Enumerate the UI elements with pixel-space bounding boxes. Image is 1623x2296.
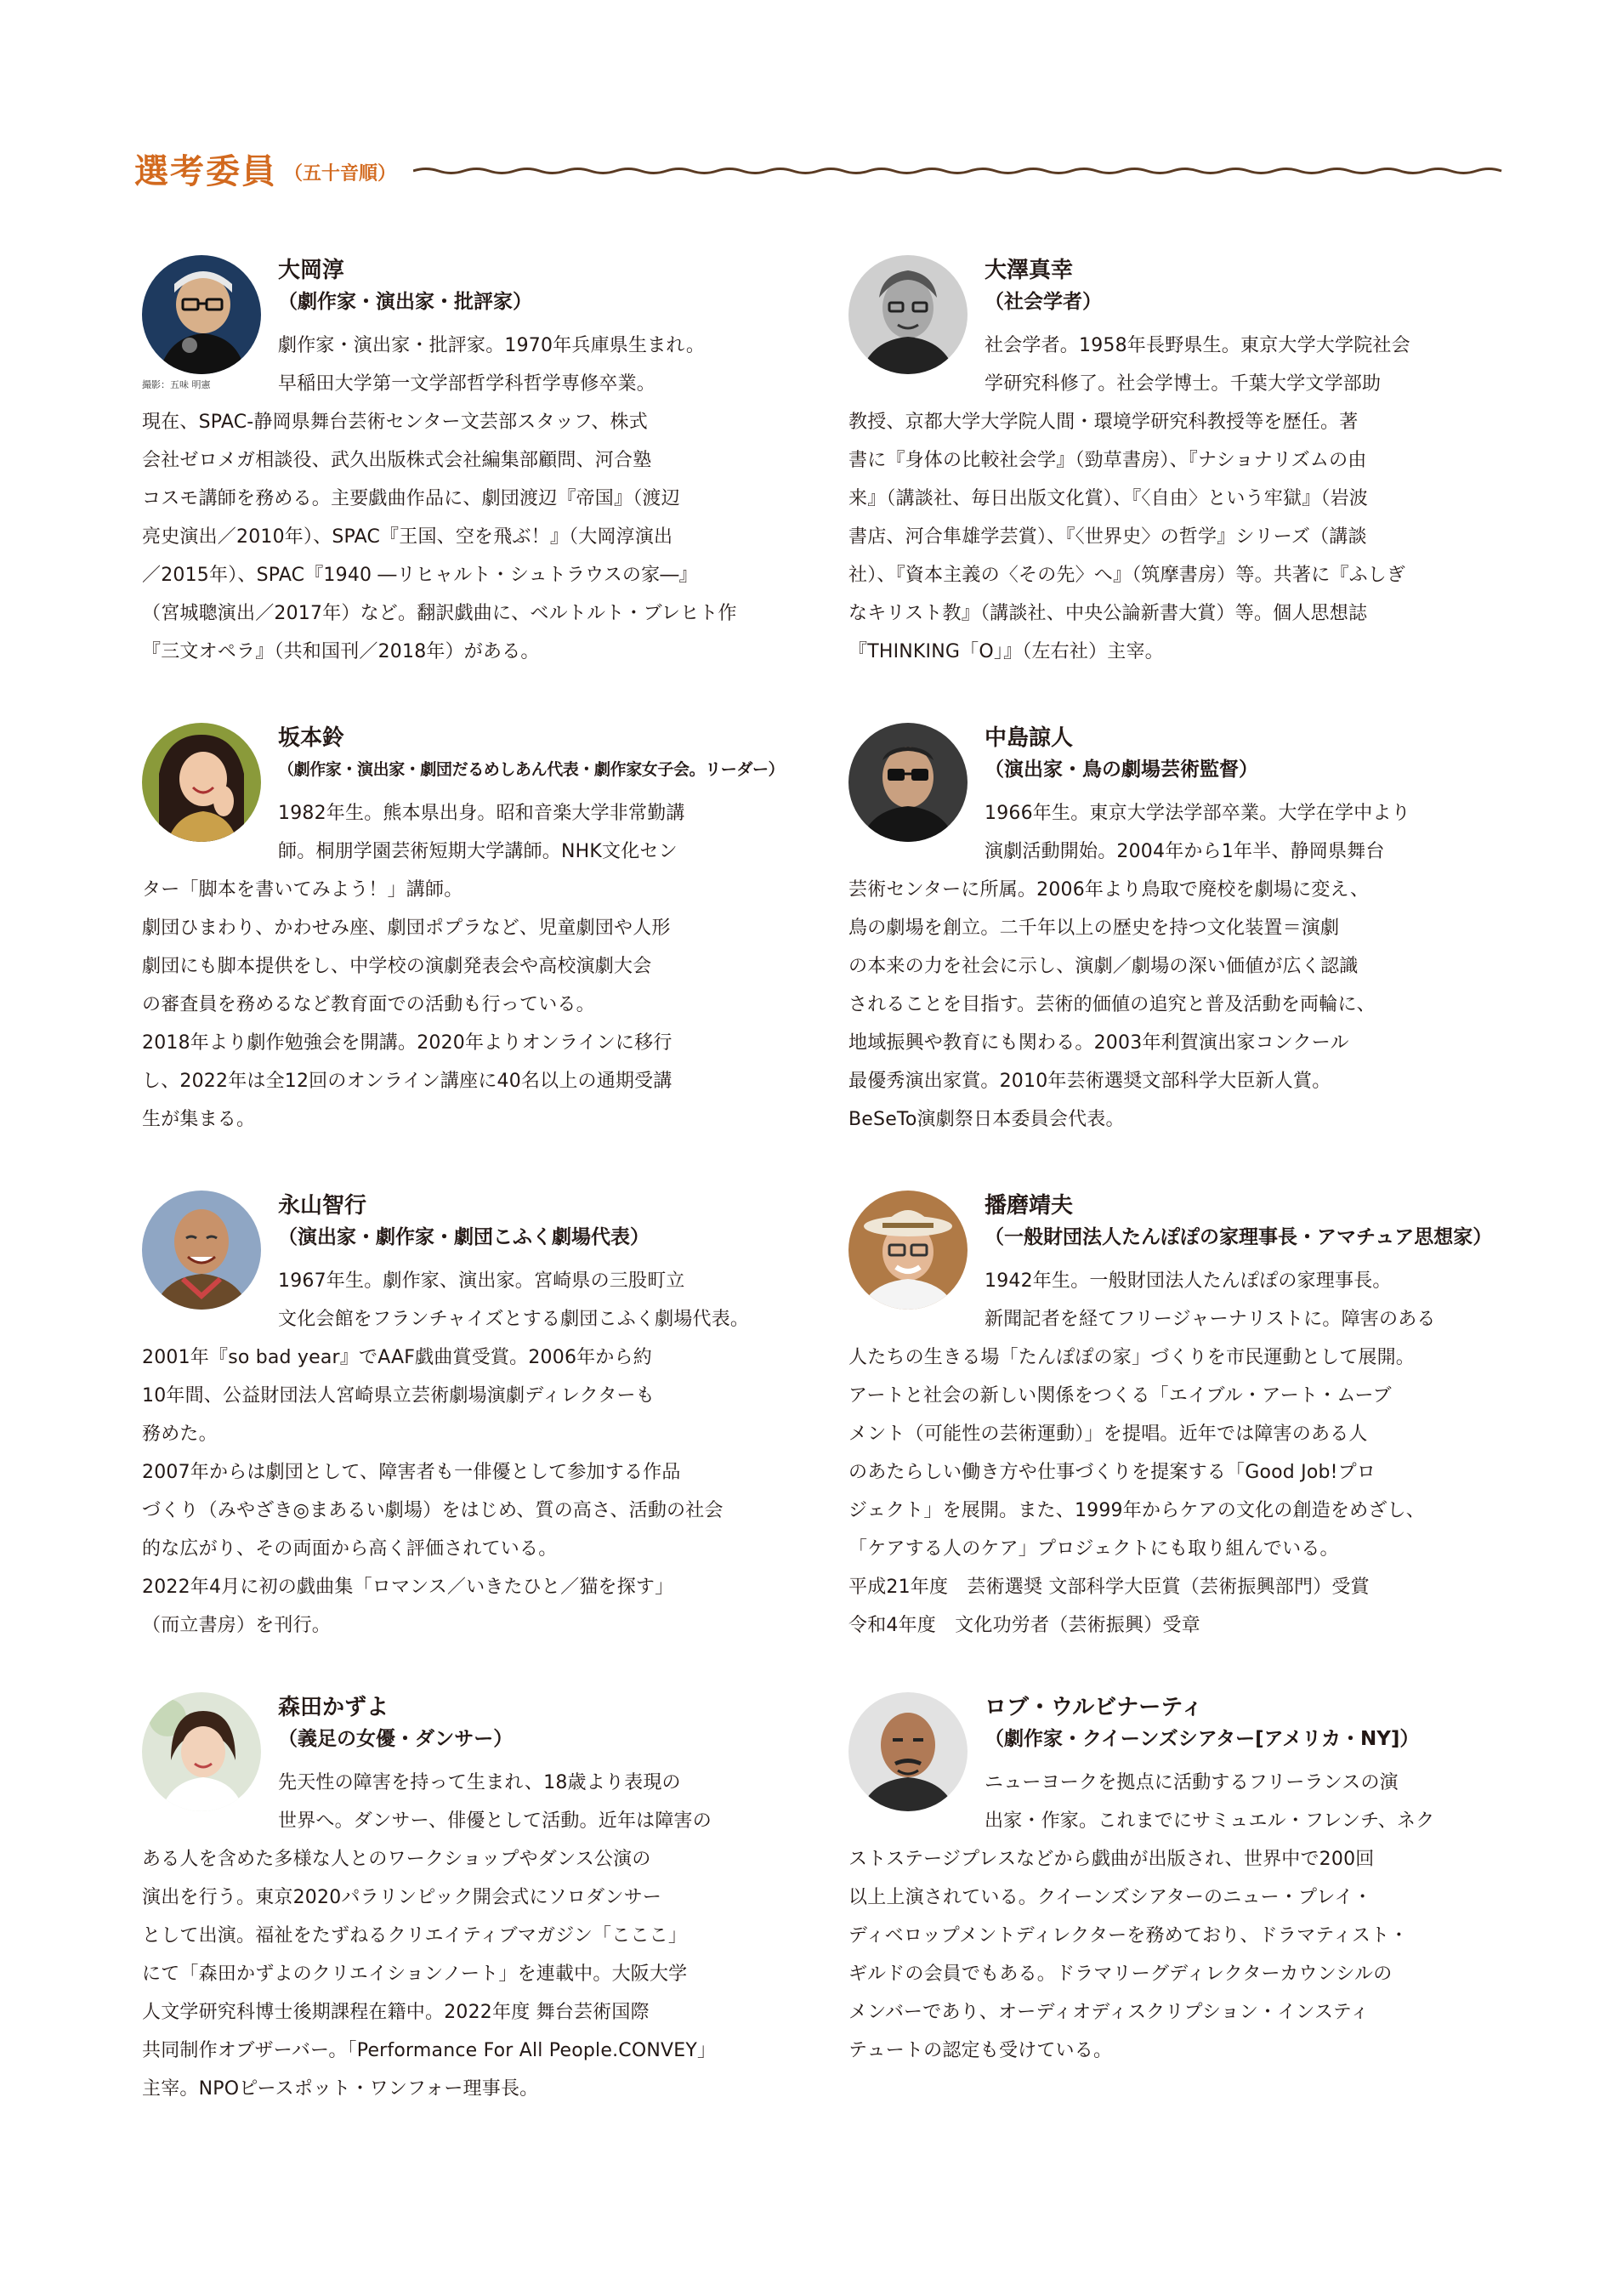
bio-line: 1942年生。一般財団法人たんぽぽの家理事長。: [985, 1270, 1392, 1292]
bio-line: 芸術センターに所属。2006年より鳥取で廃校を劇場に変え、: [848, 879, 1370, 901]
bio-line: にて「森田かずよのクリエイションノート」を連載中。大阪大学: [142, 1964, 688, 1985]
bio-line: 以上上演されている。クイーンズシアターのニュー・プレイ・: [848, 1887, 1372, 1908]
bio-line: 「ケアする人のケア」プロジェクトにも取り組んでいる。: [848, 1538, 1339, 1560]
bio-line: 2022年4月に初の戯曲集「ロマンス／いきたひと／猫を探す」: [142, 1577, 674, 1598]
member-bio: [848, 794, 1478, 1139]
bio-line: アートと社会の新しい関係をつくる「エイブル・アート・ムーブ: [848, 1385, 1392, 1407]
bio-line: のあたらしい働き方や仕事づくりを提案する「Good Job!プロ: [848, 1462, 1376, 1483]
bio-line: 2001年『so bad year』でAAF戯曲賞受賞。2006年から約: [142, 1347, 652, 1368]
bio-line: 現在、SPAC-静岡県舞台芸術センター文芸部スタッフ、株式: [142, 412, 648, 433]
bio-line: テュートの認定も受けている。: [848, 2040, 1113, 2061]
bio-line: 書店、河合隼雄学芸賞）、『〈世界史〉の哲学』シリーズ（講談: [848, 526, 1367, 548]
member-card-morita: [142, 1692, 771, 2134]
bio-line: 最優秀演出家賞。2010年芸術選奨文部科学大臣新人賞。: [848, 1071, 1331, 1092]
bio-line: 演出を行う。東京2020パラリンピック開会式にソロダンサー: [142, 1887, 662, 1908]
bio-line: ター「脚本を書いてみよう！」講師。: [142, 879, 463, 901]
member-bio: [142, 1262, 771, 1645]
bio-line: なキリスト教』（講談社、中央公論新書大賞）等。個人思想誌: [848, 603, 1368, 624]
bio-line: ジェクト」を展開。また、1999年からケアの文化の創造をめざし、: [848, 1500, 1425, 1521]
member-name: 坂本鈴: [278, 725, 345, 751]
member-name: 大岡淳: [278, 258, 345, 283]
bio-line: の審査員を務めるなど教育面での活動も行っている。: [142, 994, 595, 1015]
bio-line: 書に『身体の比較社会学』（勁草書房）、『ナショナリズムの由: [848, 450, 1367, 471]
bio-line: 劇団にも脚本提供をし、中学校の演劇発表会や高校演劇大会: [142, 956, 652, 977]
bio-line: 劇団ひまわり、かわせみ座、劇団ポプラなど、児童劇団や人形: [142, 918, 671, 939]
member-card-ooka: [142, 255, 771, 680]
bio-line: ／2015年）、SPAC『1940 ―リヒャルト・シュトラウスの家―』: [142, 565, 698, 586]
member-bio: [142, 327, 771, 671]
bio-line: BeSeTo演劇祭日本委員会代表。: [848, 1109, 1125, 1130]
bio-line: 共同制作オブザーバー。「Performance For All People.CONVEY」: [142, 2040, 717, 2061]
bio-line: ストステージプレスなどから戯曲が出版され、世界中で200回: [848, 1849, 1375, 1870]
bio-line: 『三文オペラ』（共和国刊／2018年）がある。: [142, 641, 540, 662]
member-name: 森田かずよ: [278, 1695, 389, 1720]
bio-line: 的な広がり、その両面から高く評価されている。: [142, 1538, 558, 1560]
bio-line: （宮城聰演出／2017年）など。翻訳戯曲に、ベルトルト・ブレヒト作: [142, 603, 737, 624]
bio-line: メント（可能性の芸術運動）」を提唱。近年では障害のある人: [848, 1424, 1368, 1445]
member-name: ロブ・ウルビナーティ: [985, 1695, 1204, 1720]
bio-line: し、2022年は全12回のオンライン講座に40名以上の通期受講: [142, 1071, 672, 1092]
bio-line: 世界へ。ダンサー、俳優として活動。近年は障害の: [278, 1810, 712, 1832]
bio-line: の本来の力を社会に示し、演劇／劇場の深い価値が広く認識: [848, 956, 1359, 977]
bio-line: 早稲田大学第一文学部哲学科哲学専修卒業。: [278, 373, 656, 395]
member-role: （義足の女優・ダンサー）: [278, 1728, 514, 1750]
bio-line: 亮史演出／2010年）、SPAC『王国、空を飛ぶ！』（大岡淳演出: [142, 526, 673, 548]
member-card-sakamoto: [142, 723, 785, 1148]
member-bio: [848, 1262, 1478, 1645]
bio-line: メンバーであり、オーディオディスクリプション・インスティ: [848, 2002, 1370, 2023]
member-bio: [142, 794, 771, 1139]
bio-line: ニューヨークを拠点に活動するフリーランスの演: [985, 1772, 1399, 1793]
bio-line: 生が集まる。: [142, 1109, 256, 1130]
bio-line: 主宰。NPOピースポット・ワンフォー理事長。: [142, 2078, 539, 2100]
bio-line: 人たちの生きる場「たんぽぽの家」づくりを市民運動として展開。: [848, 1347, 1416, 1368]
bio-line: 1967年生。劇作家、演出家。宮崎県の三股町立: [278, 1270, 685, 1292]
bio-line: 来』（講談社、毎日出版文化賞）、『〈自由〉という牢獄』（岩波: [848, 488, 1369, 509]
bio-line: 演劇活動開始。2004年から1年半、静岡県舞台: [985, 841, 1385, 862]
member-role: （演出家・鳥の劇場芸術監督）: [985, 759, 1258, 781]
member-bio: [848, 1764, 1478, 2070]
bio-line: 10年間、公益財団法人宮崎県立芸術劇場演劇ディレクターも: [142, 1385, 655, 1407]
member-card-urbinati: [848, 1692, 1478, 2134]
bio-line: 1982年生。熊本県出身。昭和音楽大学非常勤講: [278, 803, 685, 824]
member-card-nagayama: [142, 1191, 771, 1667]
bio-line: ある人を含めた多様な人とのワークショップやダンス公演の: [142, 1849, 651, 1870]
bio-line: として出演。福祉をたずねるクリエイティブマガジン「こここ」: [142, 1925, 688, 1946]
member-card-nakashima: [848, 723, 1478, 1148]
member-role: （社会学者）: [985, 291, 1102, 313]
bio-line: 社会学者。1958年長野県生。東京大学大学院社会: [985, 335, 1410, 356]
bio-line: 新聞記者を経てフリージャーナリストに。障害のある: [985, 1309, 1436, 1330]
bio-line: 教授、京都大学大学院人間・環境学研究科教授等を歴任。著: [848, 412, 1359, 433]
bio-line: 鳥の劇場を創立。二千年以上の歴史を持つ文化装置＝演劇: [848, 918, 1340, 939]
member-bio: [848, 327, 1478, 671]
bio-line: 1966年生。東京大学法学部卒業。大学在学中より: [985, 803, 1410, 824]
member-role: （劇作家・クイーンズシアター[アメリカ・NY]）: [985, 1728, 1420, 1750]
bio-line: 社）、『資本主義の〈その先〉へ』（筑摩書房）等。共著に『ふしぎ: [848, 565, 1406, 586]
member-name: 播磨靖夫: [985, 1193, 1074, 1219]
member-name: 中島諒人: [985, 725, 1074, 751]
wavy-rule: [413, 166, 1510, 176]
bio-line: づくり（みやざき◎まあるい劇場）をはじめ、質の高さ、活動の社会: [142, 1500, 724, 1521]
bio-line: （而立書房）を刊行。: [142, 1615, 332, 1636]
member-name: 永山智行: [278, 1193, 367, 1219]
member-role: （劇作家・演出家・批評家）: [278, 291, 532, 313]
member-role: （劇作家・演出家・劇団だるめしあん代表・劇作家女子会。リーダー）: [278, 760, 785, 779]
bio-line: 劇作家・演出家・批評家。1970年兵庫県生まれ。: [278, 335, 706, 356]
member-bio: [142, 1764, 771, 2108]
bio-line: 令和4年度 文化功労者（芸術振興）受章: [848, 1615, 1200, 1636]
bio-line: 務めた。: [142, 1424, 218, 1445]
bio-line: 人文学研究科博士後期課程在籍中。2022年度 舞台芸術国際: [142, 2002, 650, 2023]
bio-line: ディベロップメントディレクターを務めており、ドラマティスト・: [848, 1925, 1409, 1946]
member-card-osawa: [848, 255, 1478, 680]
bio-line: 2007年からは劇団として、障害者も一俳優として参加する作品: [142, 1462, 681, 1483]
bio-line: 先天性の障害を持って生まれ、18歳より表現の: [278, 1772, 681, 1793]
bio-line: 2018年より劇作勉強会を開講。2020年よりオンラインに移行: [142, 1032, 672, 1054]
member-role: （一般財団法人たんぽぽの家理事長・アマチュア思想家）: [985, 1226, 1493, 1248]
section-title: 選考委員: [134, 151, 277, 191]
bio-line: 出家・作家。これまでにサミュエル・フレンチ、ネク: [985, 1810, 1435, 1832]
section-subtitle: （五十音順）: [284, 162, 397, 185]
bio-line: コスモ講師を務める。主要戯曲作品に、劇団渡辺『帝国』（渡辺: [142, 488, 680, 509]
member-name: 大澤真幸: [985, 258, 1074, 283]
bio-line: されることを目指す。芸術的価値の追究と普及活動を両輪に、: [848, 994, 1376, 1015]
bio-line: 地域振興や教育にも関わる。2003年利賀演出家コンクール: [848, 1032, 1349, 1054]
bio-line: 学研究科修了。社会学博士。千葉大学文学部助: [985, 373, 1382, 395]
bio-line: 文化会館をフランチャイズとする劇団こふく劇場代表。: [278, 1309, 750, 1330]
bio-line: 『THINKING「O」』（左右社）主宰。: [848, 641, 1164, 662]
bio-line: 会社ゼロメガ相談役、武久出版株式会社編集部顧問、河合塾: [142, 450, 652, 471]
member-role: （演出家・劇作家・劇団こふく劇場代表）: [278, 1226, 650, 1248]
member-card-harima: [848, 1191, 1493, 1667]
section-header: [134, 143, 1510, 194]
bio-line: 平成21年度 芸術選奨 文部科学大臣賞（芸術振興部門）受賞: [848, 1577, 1370, 1598]
photo-credit: 撮影：五味 明憲: [142, 379, 211, 390]
bio-line: 師。桐朋学園芸術短期大学講師。NHK文化セン: [278, 841, 678, 862]
bio-line: ギルドの会員でもある。ドラマリーグディレクターカウンシルの: [848, 1964, 1393, 1985]
